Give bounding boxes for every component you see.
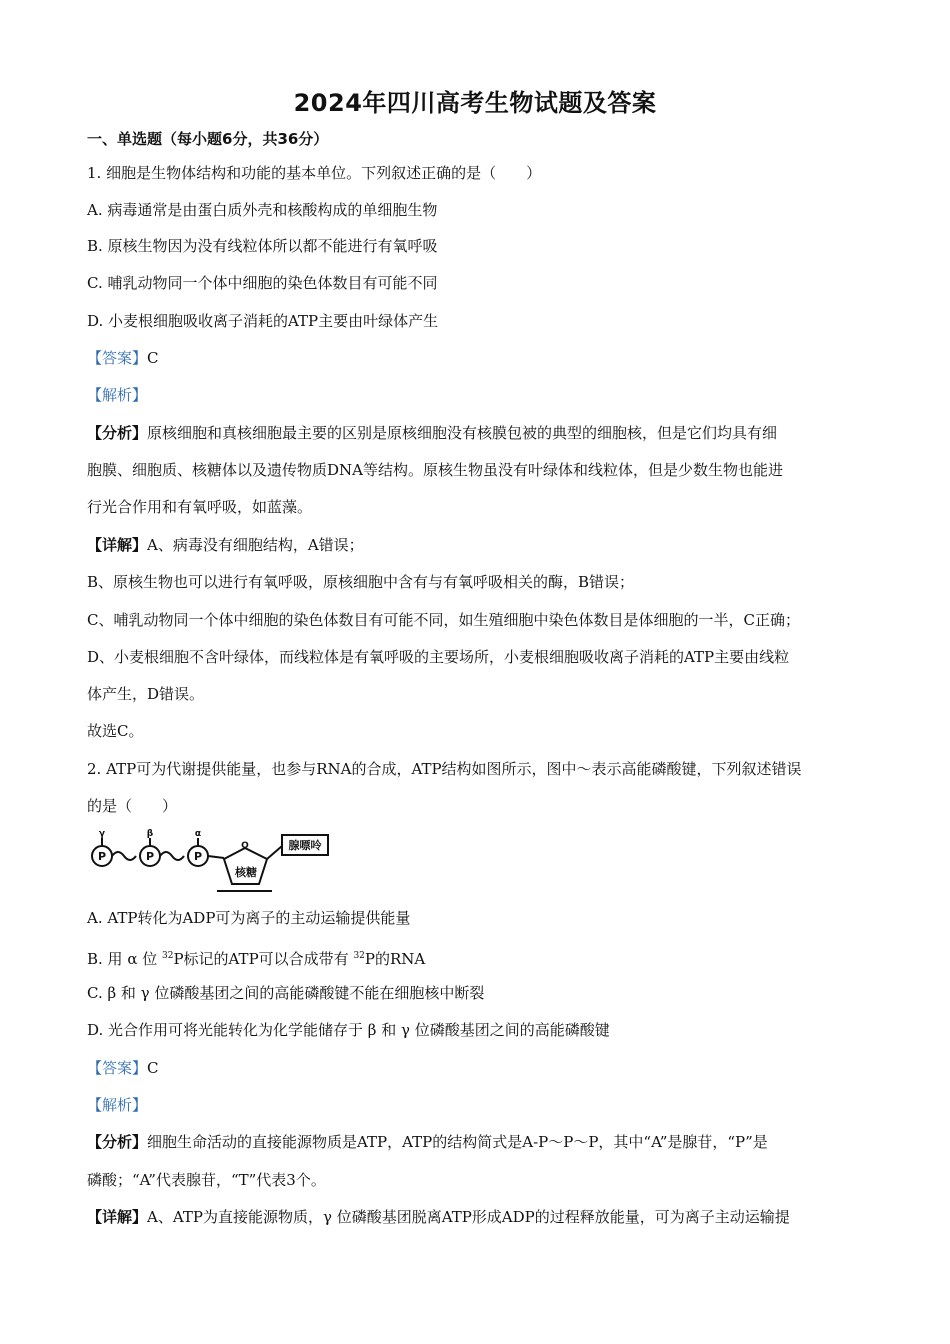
alpha-label: α: [194, 829, 202, 839]
q1-xiangjie-line-5: 体产生，D错误。: [87, 685, 205, 703]
q1-answer: [87, 348, 867, 368]
q2-stem-line-1: 2. ATP可为代谢提供能量，也参与RNA的合成，ATP结构如图所示，图中～表示高能磷酸键，下列叙述错误: [87, 760, 802, 778]
ester-bond: [208, 856, 224, 858]
q2-option-b: [87, 946, 867, 969]
q2-fenxi-text-1: 细胞生命活动的直接能源物质是ATP，ATP的结构简式是A-P～P～P，其中“A”是腺苷，“P”是: [147, 1133, 768, 1151]
ring-oxygen-label: O: [241, 841, 249, 851]
q2-option-b-part-3: P的RNA: [364, 950, 426, 968]
section-heading: 一、单选题（每小题6分，共36分）: [87, 130, 329, 148]
q2-option-d: D. 光合作用可将光能转化为化学能储存于 β 和 γ 位磷酸基团之间的高能磷酸键: [87, 1021, 610, 1039]
phosphate-alpha-label: P: [193, 850, 203, 863]
q2-analysis-tag: 【解析】: [87, 1096, 148, 1114]
q2-answer: [87, 1058, 867, 1078]
high-energy-bond-1: [112, 852, 136, 860]
q2-fenxi-tag: 【分析】: [87, 1133, 148, 1151]
q1-xiangjie-line-4: D、小麦根细胞不含叶绿体，而线粒体是有氧呼吸的主要场所，小麦根细胞吸收离子消耗的ATP主要由线粒: [87, 648, 790, 666]
q1-answer-value: C: [147, 349, 159, 367]
beta-label: β: [146, 829, 154, 839]
adenine-label: 腺嘌呤: [288, 839, 322, 852]
q1-xiangjie-line-1: [87, 535, 867, 555]
q2-xiangjie-text-1: A、ATP为直接能源物质，γ 位磷酸基团脱离ATP形成ADP的过程释放能量，可为离子主动运输提: [147, 1208, 790, 1226]
q2-stem-line-2: 的是（ ）: [87, 797, 178, 815]
q1-xiangjie-line-3: C、哺乳动物同一个体中细胞的染色体数目有可能不同，如生殖细胞中染色体数目是体细胞的一半，C正确；: [87, 611, 800, 629]
q2-option-b-sup-1: 32: [162, 951, 174, 961]
q1-analysis-tag: 【解析】: [87, 386, 148, 404]
q2-answer-tag: 【答案】: [87, 1059, 148, 1077]
q2-option-b-part-1: B. 用 α 位: [87, 950, 162, 968]
q1-option-a: A. 病毒通常是由蛋白质外壳和核酸构成的单细胞生物: [87, 201, 438, 219]
high-energy-bond-2: [160, 852, 184, 860]
atp-structure-diagram: [87, 826, 337, 898]
q1-conclusion: 故选C。: [87, 722, 144, 740]
q1-fenxi-text-1: 原核细胞和真核细胞最主要的区别是原核细胞没有核膜包被的典型的细胞核，但是它们均具有细: [147, 424, 778, 442]
q1-xiangjie-text-1: A、病毒没有细胞结构，A错误；: [147, 536, 364, 554]
q2-answer-value: C: [147, 1059, 159, 1077]
q1-option-d: D. 小麦根细胞吸收离子消耗的ATP主要由叶绿体产生: [87, 312, 439, 330]
q1-xiangjie-line-2: B、原核生物也可以进行有氧呼吸，原核细胞中含有与有氧呼吸相关的酶，B错误；: [87, 573, 635, 591]
gamma-label: γ: [98, 829, 106, 839]
q2-option-c: C. β 和 γ 位磷酸基团之间的高能磷酸键不能在细胞核中断裂: [87, 984, 485, 1002]
ribose-label: 核糖: [235, 866, 257, 879]
q2-fenxi-line-2: 磷酸；“A”代表腺苷，“T”代表3个。: [87, 1171, 326, 1189]
q1-fenxi-line-1: [87, 423, 867, 443]
q2-option-b-part-2: P标记的ATP可以合成带有: [173, 950, 354, 968]
phosphate-gamma-label: P: [97, 850, 107, 863]
q2-fenxi-line-1: [87, 1132, 867, 1152]
q2-xiangjie-tag: 【详解】: [87, 1208, 148, 1226]
q1-option-c: C. 哺乳动物同一个体中细胞的染色体数目有可能不同: [87, 274, 438, 292]
q1-fenxi-line-2: 胞膜、细胞质、核糖体以及遗传物质DNA等结构。原核生物虽没有叶绿体和线粒体，但是少数生物也能进: [87, 461, 783, 479]
q1-xiangjie-tag: 【详解】: [87, 536, 148, 554]
q1-fenxi-tag: 【分析】: [87, 424, 148, 442]
q2-xiangjie-line-1: [87, 1207, 867, 1227]
q1-answer-tag: 【答案】: [87, 349, 148, 367]
q1-fenxi-line-3: 行光合作用和有氧呼吸，如蓝藻。: [87, 498, 313, 516]
q1-stem: 1. 细胞是生物体结构和功能的基本单位。下列叙述正确的是（ ）: [87, 164, 542, 182]
page-title: 2024年四川高考生物试题及答案: [293, 89, 657, 117]
phosphate-beta-label: P: [145, 850, 155, 863]
q1-option-b: B. 原核生物因为没有线粒体所以都不能进行有氧呼吸: [87, 237, 438, 255]
q2-option-b-sup-2: 32: [353, 951, 365, 961]
q2-option-a: A. ATP转化为ADP可为离子的主动运输提供能量: [87, 909, 411, 927]
